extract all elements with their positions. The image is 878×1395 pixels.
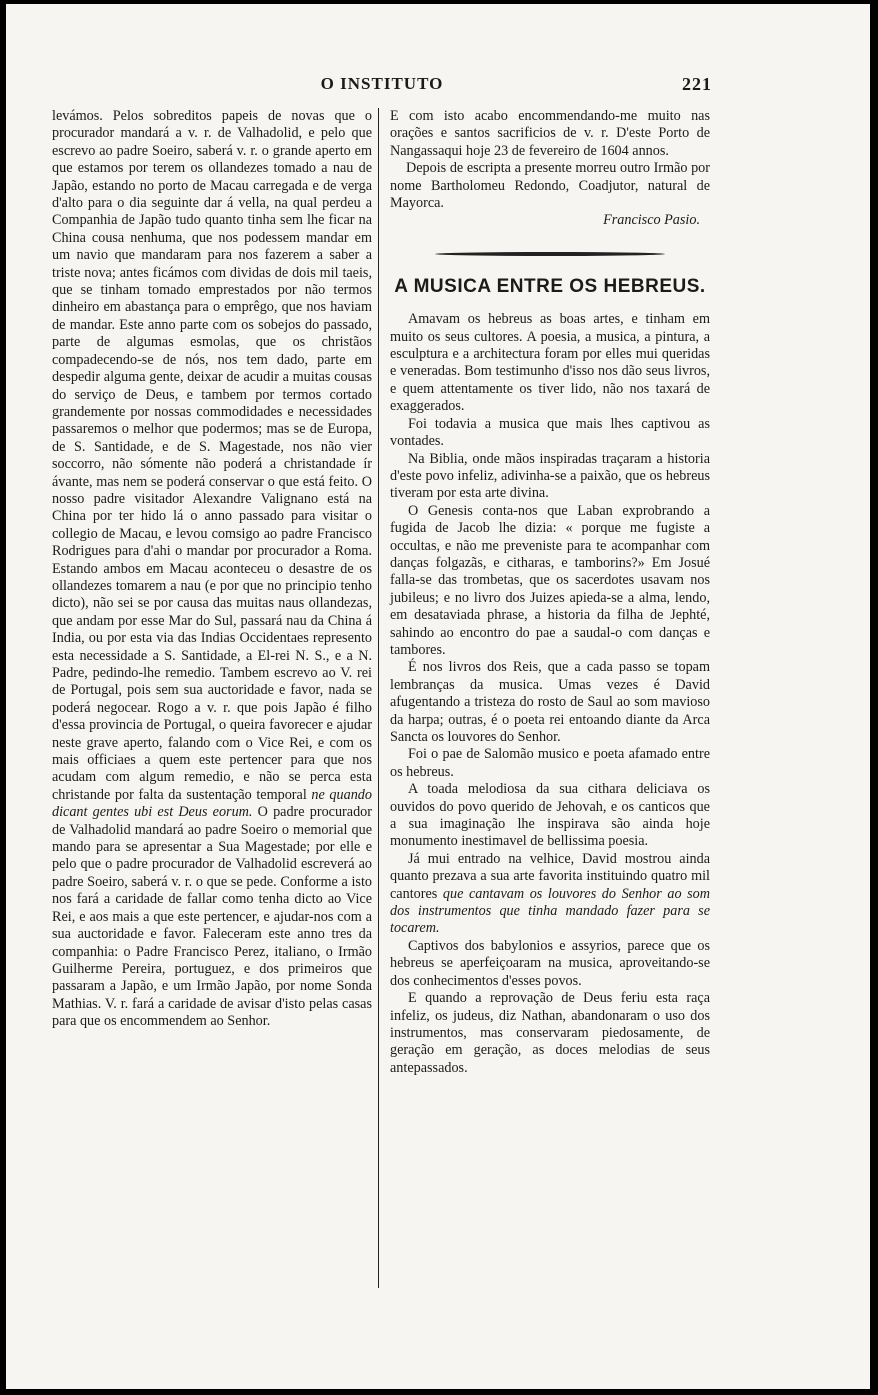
article-paragraph: Na Biblia, onde mãos inspiradas traçaram a historia d'este povo infeliz, adivinha-se a paixão, que os hebreus tiveram por esta arte divina. xyxy=(390,450,710,502)
article-paragraph: A toada melodiosa da sua cithara deliciava os ouvidos do povo querido de Jehovah, e os canticos que a sua imaginação lhe inspirava são ainda hoje monumento inestimavel de bellissima poesia. xyxy=(390,781,710,850)
article-italic-text: que cantavam os louvores do Senhor ao som dos instrumentos que tinha mandado fazer para se tocarem. xyxy=(390,885,710,937)
letter-closing: E com isto acabo encommendando-me muito nas orações e santos sacrificios de v. r. D'este Porto de Nangassaqui hoje 23 de fevereiro de 1604 annos. xyxy=(390,108,710,159)
article-paragraph: E quando a reprovação de Deus feriu esta raça infeliz, os judeus, diz Nathan, abandonaram o uso dos instrumentos, mas conservaram piedosamente, de geração em geração, as doces melodias de seus antepassados. xyxy=(390,990,710,1076)
running-header xyxy=(52,74,712,98)
article-paragraph xyxy=(390,851,710,938)
letter-text: levámos. Pelos sobreditos papeis de novas que o procurador mandará a v. r. de Valhadolid, e pelo que escrevo ao padre Soeiro, saberá v. r. o grande aperto em que estamos por terem os ollandezes tomado a nau de Japão, estando no porto de Macau carregada e de verga d'alto para o dia seguinte dar á vella, na qual perdeu a Companhia de Japão tudo quanto tinha sem lhe ficar na China cousa nenhuma, que nos podessem mandar em um navio que mandaram para nos fazerem a saber a triste nova; antes ficámos com dividas de dois mil taeis, que se tinham tomado emprestados por não termos dinheiro em abastança para o emprêgo, que nos haviam de mandar. Este anno parte com os sobejos do passado, parte de algumas esmolas, que os christãos compadecendo-se de nós, nos tem dado, parte em despedir alguma gente, deixar de acudir a muitas cousas do serviço de Deus, e tambem por termos cortado grandemente por nossas commodidades e necessidades passaremos o melhor que podermos; mas se de Europa, de S. Santidade, e de S. Magestade, nos não vier soccorro, não sómente não poderá a christandade ír ávante, mas nem se poderá conservar o que está feito. O nosso padre visitador Alexandre Valignano está na China por ter hido lá o anno passado para visitar o collegio de Macau, e levou comsigo ao padre Francisco Rodrigues para d'ahi o mandar por procurador a Roma. Estando ambos em Macau aconteceu o desastre de os ollandezes tomarem a nau (e por que no principio tenho dicto), não sei se por causa das muitas naus ollandezas, que andam por esse Mar do Sul, passará nau da China á India, ou por esta via das Indias Occidentaes represento esta necessidade a S. Santidade, a El-rei N. S., e a N. Padre, pedindo-lhe remedio. Tambem escrevo ao V. rei de Portugal, pois sem sua auctoridade e favor, nada se poderá negocear. Rogo a v. r. que pois Japão é filho d'essa provincia de Portugal, o queira favorecer e ajudar neste grave aperto, falando com o Vice Rei, e com os mais officiaes a quem este pertencer para que nos acudam com algum remedio, e não se perca esta christande por falta da sustentação temporal xyxy=(52,108,372,803)
journal-title: O INSTITUTO xyxy=(320,74,444,93)
left-column xyxy=(52,108,372,1031)
letter-signature: Francisco Pasio. xyxy=(603,212,700,229)
letter-paragraph xyxy=(52,108,372,1031)
page xyxy=(6,4,870,1389)
article-paragraph: O Genesis conta-nos que Laban exprobrando a fugida de Jacob lhe dizia: « porque me fugiste a occultas, e não me preveniste para te acompanhar com danças folgazãs, e citharas, e tamborins?» Em Josué falla-se das trombetas, que os sacerdotes usavam nos jubileus; e no livro dos Juizes apieda-se a alma, lendo, em desataviada phrase, a historia da filha de Jephté, sahindo ao encontro do pae a saudal-o com danças e tambores. xyxy=(390,502,710,658)
article-paragraph: Captivos dos babylonios e assyrios, parece que os hebreus se aperfeiçoaram na musica, aproveitando-se dos conhecimentos d'esses povos. xyxy=(390,937,710,989)
article-paragraph: É nos livros dos Reis, que a cada passo se topam lembranças da musica. Umas vezes é David afugentando a tristeza do rosto de Saul ao som mavioso da harpa; outras, é o poeta rei entoando diante da Arca Sancta os louvores do Senhor. xyxy=(390,659,710,745)
article-paragraph: Amavam os hebreus as boas artes, e tinham em muito os seus cultores. A poesia, a musica, a pintura, a esculptura e a architectura foram por elles mui queridas e veneradas. Bom testimunho d'isso nos dão seus livros, e quem attentamente os tiver lido, não nos taxará de exaggerados. xyxy=(390,311,710,415)
column-divider xyxy=(378,108,379,1288)
letter-text-continued: O padre procurador de Valhadolid mandará ao padre Soeiro o memorial que mando para se apresentar a Sua Magestade; por elle e pelo que o padre procurador de Valhadolid escreverá ao padre Soeiro, saberá v. r. o que se pede. Conforme a isto nos fará a caridade de fallar como tenha dicto ao Vice Rei, e aos mais a que este pertencer, e ajudar-nos com a sua auctoridade e favor. Faleceram este anno tres da companhia: o Padre Francisco Perez, italiano, o Irmão Guilherme Pereira, portuguez, e dos primeiros que passaram a Japão, e um Irmão Japão, por nome Sonda Mathias. V. r. fará a caridade de avisar d'isto pelas casas para que os encommendem ao Senhor. xyxy=(52,804,372,1030)
page-number: 221 xyxy=(682,74,712,94)
article-text: Já mui entrado na velhice, David mostrou ainda quanto prezava a sua arte favorita instituindo quatro mil cantores xyxy=(390,850,710,902)
section-divider xyxy=(390,252,710,256)
letter-postscript: Depois de escripta a presente morreu outro Irmão por nome Bartholomeu Redondo, Coadjutor, natural de Mayorca. xyxy=(390,160,710,212)
right-column xyxy=(390,108,710,1077)
article-paragraph: Foi todavia a musica que mais lhes captivou as vontades. xyxy=(390,415,710,450)
latin-phrase: ne quando dicant gentes ubi est Deus eorum. xyxy=(52,786,372,821)
article-paragraph: Foi o pae de Salomão musico e poeta afamado entre os hebreus. xyxy=(390,746,710,780)
article-body xyxy=(390,311,710,1077)
article-title: A MUSICA ENTRE OS HEBREUS. xyxy=(394,275,706,297)
